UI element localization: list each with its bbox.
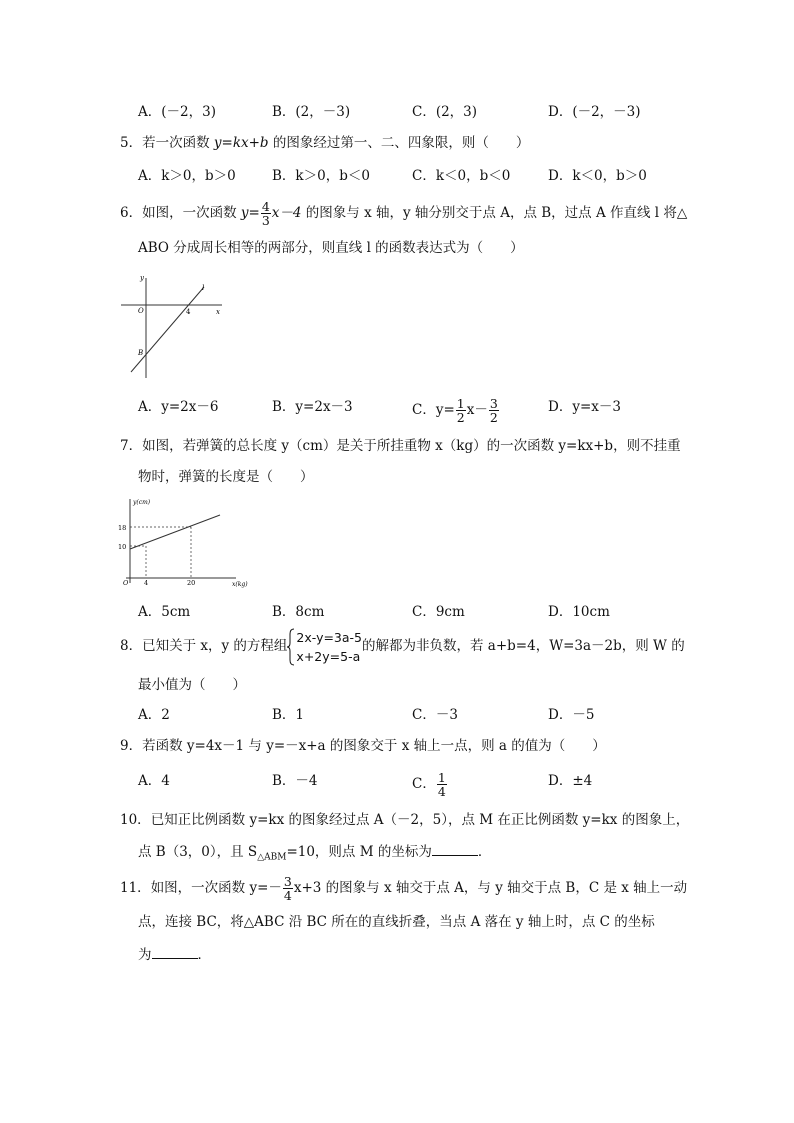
q8-equation-system xyxy=(287,628,362,666)
q4-option-b[interactable]: B．(2，－3) xyxy=(272,104,351,120)
q6-option-c-frac2-den: 2 xyxy=(489,410,498,425)
q5-stem xyxy=(120,133,529,153)
q9-number: 9． xyxy=(120,738,143,754)
q7-number: 7． xyxy=(120,438,143,454)
q9-option-c[interactable] xyxy=(412,771,448,798)
q8-text-b: 的解都为非负数，若 a+b=4，W=3a－2b，则 W 的 xyxy=(362,638,685,654)
q7-label-x4: 4 xyxy=(144,579,149,587)
q6-option-c-frac1-num: 1 xyxy=(456,396,465,411)
q6-label-l: l xyxy=(202,284,205,292)
q8-option-b[interactable]: B．1 xyxy=(272,707,305,723)
q11-number: 11． xyxy=(120,880,151,896)
q10-answer-blank[interactable] xyxy=(432,841,478,856)
q6-eq-prefix: y= xyxy=(240,205,260,221)
q8-number: 8． xyxy=(120,638,143,654)
q6-graph xyxy=(118,270,230,382)
q7-text: 如图，若弹簧的总长度 y（cm）是关于所挂重物 x（kg）的一次函数 y=kx+b，则不挂重 xyxy=(142,438,681,454)
q11-stem-line3 xyxy=(138,944,211,965)
q11-text-a: 如图，一次函数 y=－ xyxy=(150,880,282,896)
q11-answer-blank[interactable] xyxy=(152,944,198,959)
q6-text-a: 如图，一次函数 xyxy=(142,205,241,221)
q7-label-x20: 20 xyxy=(187,579,196,587)
q6-option-c-frac2-num: 3 xyxy=(489,396,498,411)
q10-area-subscript: △ABM xyxy=(257,852,287,863)
q6-option-d[interactable]: D．y=x－3 xyxy=(548,399,621,415)
q9-option-a[interactable]: A．4 xyxy=(138,773,170,789)
q10-line2-b: =10，则点 M 的坐标为 xyxy=(286,844,432,860)
q5-text-b: 的图象经过第一、二、四象限，则（ ） xyxy=(268,135,530,151)
q9-option-c-num: 1 xyxy=(437,770,446,785)
q6-label-x: x xyxy=(216,308,220,316)
q8-option-d[interactable]: D．－5 xyxy=(548,707,595,723)
q6-option-c[interactable] xyxy=(412,397,500,424)
q9-option-c-den: 4 xyxy=(437,784,446,799)
q8-option-a[interactable]: A．2 xyxy=(138,707,170,723)
q7-option-c[interactable]: C．9cm xyxy=(412,604,465,620)
q8-stem xyxy=(120,627,685,666)
q9-option-c-frac xyxy=(437,771,447,798)
q7-stem xyxy=(120,436,681,456)
q5-option-d[interactable]: D．k＜0，b＞0 xyxy=(548,168,647,184)
q6-text-b: 的图象与 x 轴，y 轴分别交于点 A，点 B，过点 A 作直线 l 将△ xyxy=(301,205,688,221)
q6-option-c-mid: x－ xyxy=(466,402,488,418)
q10-stem-line2 xyxy=(138,841,491,868)
q10-number: 10． xyxy=(120,812,151,828)
q5-number: 5． xyxy=(120,135,143,151)
q6-label-y: y xyxy=(140,274,144,282)
q4-option-a[interactable]: A．(－2，3) xyxy=(138,104,216,120)
q8-stem-line2: 最小值为（ ） xyxy=(138,677,246,693)
q7-option-a[interactable]: A．5cm xyxy=(138,604,191,620)
q5-text-a: 若一次函数 xyxy=(142,135,214,151)
q5-option-b[interactable]: B．k＞0，b＜0 xyxy=(272,168,370,184)
q5-option-a[interactable]: A．k＞0，b＞0 xyxy=(138,168,236,184)
q9-option-d[interactable]: D．±4 xyxy=(548,773,593,789)
q11-line3-a: 为 xyxy=(138,947,152,963)
q11-line3-end: ． xyxy=(197,947,211,963)
q7-stem-line2: 物时，弹簧的长度是（ ） xyxy=(138,469,314,485)
q4-option-c[interactable]: C．(2，3) xyxy=(412,104,478,120)
q8-option-c[interactable]: C．－3 xyxy=(412,707,458,723)
q8-equation-2: x+2y=5-a xyxy=(296,648,361,664)
q6-option-c-frac2 xyxy=(489,397,499,424)
q10-line2-a: 点 B（3，0），且 S xyxy=(138,844,258,860)
q11-frac-den: 4 xyxy=(283,888,292,903)
q6-fraction xyxy=(261,200,271,227)
q6-frac-den: 3 xyxy=(261,213,270,228)
q9-text: 若函数 y=4x－1 与 y=－x+a 的图象交于 x 轴上一点，则 a 的值为（ ） xyxy=(142,738,606,754)
q7-spring-line xyxy=(130,515,220,549)
q4-option-d[interactable]: D．(－2，－3) xyxy=(548,104,641,120)
q6-option-a[interactable]: A．y=2x－6 xyxy=(138,399,219,415)
q6-stem xyxy=(120,200,687,227)
q5-option-c[interactable]: C．k＜0，b＜0 xyxy=(412,168,511,184)
q7-option-d[interactable]: D．10cm xyxy=(548,604,610,620)
q6-frac-num: 4 xyxy=(261,199,270,214)
q10-stem xyxy=(120,810,689,830)
q6-option-c-prefix: C．y= xyxy=(412,402,455,418)
q8-text-a: 已知关于 x，y 的方程组 xyxy=(142,638,288,654)
q7-graph xyxy=(116,495,256,590)
q11-frac-num: 3 xyxy=(283,874,292,889)
q9-option-b[interactable]: B．－4 xyxy=(272,773,318,789)
q9-option-c-prefix: C． xyxy=(412,776,436,792)
q6-label-b: B xyxy=(138,349,144,357)
q11-fraction xyxy=(283,875,293,902)
q9-stem xyxy=(120,736,606,756)
q11-stem xyxy=(120,875,687,902)
q6-option-b[interactable]: B．y=2x－3 xyxy=(272,399,353,415)
q6-number: 6． xyxy=(120,205,143,221)
q10-text: 已知正比例函数 y=kx 的图象经过点 A（－2，5），点 M 在正比例函数 y=kx 的图象上， xyxy=(150,812,690,828)
q6-eq-suffix: x－4 xyxy=(271,205,302,221)
q7-label-18: 18 xyxy=(118,524,127,532)
q6-label-a: 4 xyxy=(186,308,191,316)
q5-equation: y=kx+b xyxy=(213,135,269,151)
q6-stem-line2: ABO 分成周长相等的两部分，则直线 l 的函数表达式为（ ） xyxy=(138,240,524,256)
q7-label-10: 10 xyxy=(118,543,127,551)
q6-option-c-frac1 xyxy=(456,397,466,424)
q11-stem-line2: 点，连接 BC，将△ABC 沿 BC 所在的直线折叠，当点 A 落在 y 轴上时，点 C 的坐标 xyxy=(138,914,655,930)
q6-option-c-frac1-den: 2 xyxy=(456,410,465,425)
q7-label-o: O xyxy=(123,579,129,587)
q8-equation-1: 2x-y=3a-5 xyxy=(296,629,363,645)
q7-option-b[interactable]: B．8cm xyxy=(272,604,325,620)
brace-icon xyxy=(287,628,295,666)
q7-label-xaxis: x(kg) xyxy=(232,581,248,588)
q6-line-ab xyxy=(131,287,204,372)
q7-label-yaxis: y(cm) xyxy=(133,499,151,506)
q10-line2-end: ． xyxy=(477,844,492,860)
q11-text-b: x+3 的图象与 x 轴交于点 A，与 y 轴交于点 B，C 是 x 轴上一动 xyxy=(293,880,688,896)
q6-label-o: O xyxy=(138,307,144,315)
